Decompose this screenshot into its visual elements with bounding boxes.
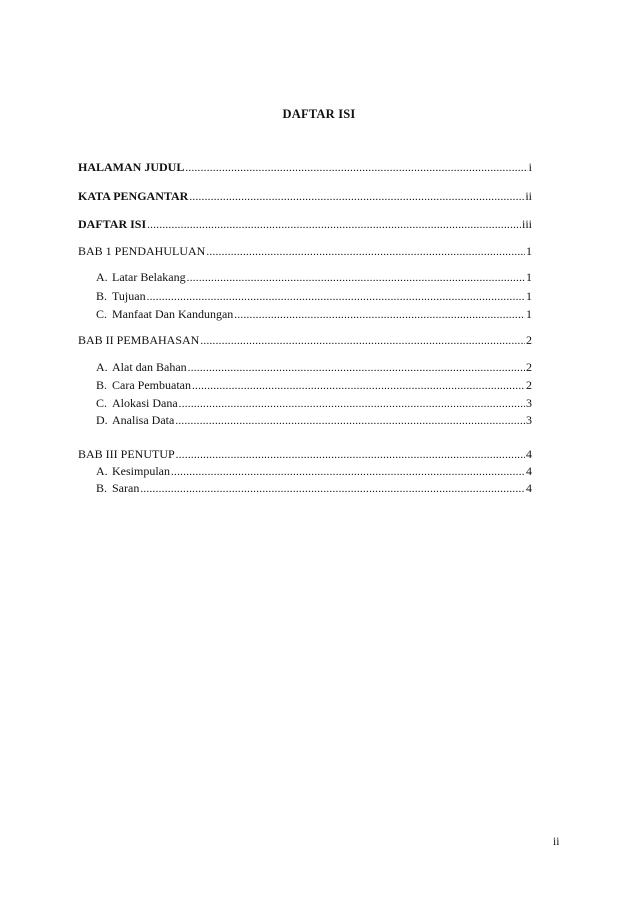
toc-chapter-bab-2[interactable] xyxy=(78,333,532,348)
toc-entry-halaman-judul[interactable] xyxy=(78,160,532,175)
toc-subentry-tujuan[interactable] xyxy=(96,289,532,304)
toc-entry-text: Tujuan xyxy=(112,289,146,303)
toc-entry-text: BAB II PEMBAHASAN xyxy=(78,333,200,347)
toc-page-number: ii xyxy=(525,189,532,203)
toc-entry-text: KATA PENGANTAR xyxy=(78,189,189,203)
toc-entry-text: Kesimpulan xyxy=(112,464,170,478)
toc-entry-text: Analisa Data xyxy=(112,413,175,427)
toc-page-number: 4 xyxy=(526,481,532,495)
toc-subentry-saran[interactable] xyxy=(96,481,532,496)
page-title: DAFTAR ISI xyxy=(282,107,356,121)
toc-page-number: 1 xyxy=(526,289,532,303)
toc-page-number: 1 xyxy=(526,270,532,284)
toc-entry-text: Manfaat Dan Kandungan xyxy=(112,307,234,321)
dot-leader xyxy=(200,334,525,348)
toc-item-letter: B. xyxy=(96,378,108,392)
toc-page-number: 4 xyxy=(526,447,532,461)
toc-subentry-manfaat-dan-kandungan[interactable] xyxy=(96,307,532,322)
toc-entry-text: Alokasi Dana xyxy=(112,396,178,410)
toc-subentry-cara-pembuatan[interactable] xyxy=(96,378,532,393)
toc-item-letter: D. xyxy=(96,413,108,427)
toc-entry-text: Alat dan Bahan xyxy=(112,360,187,374)
toc-item-letter: C. xyxy=(96,307,108,321)
toc-page-number: 3 xyxy=(526,396,532,410)
toc-entry-text: Latar Belakang xyxy=(112,270,186,284)
dot-leader xyxy=(188,361,525,375)
dot-leader xyxy=(187,271,525,285)
dot-leader xyxy=(171,465,525,479)
toc-entry-text: BAB 1 PENDAHULUAN xyxy=(78,244,206,258)
toc-page-number: 1 xyxy=(526,244,532,258)
toc-chapter-bab-1[interactable] xyxy=(78,244,532,259)
toc-entry-text: Saran xyxy=(112,481,140,495)
toc-entry-text: DAFTAR ISI xyxy=(78,217,147,231)
dot-leader xyxy=(234,308,525,322)
toc-page-number: 2 xyxy=(526,378,532,392)
dot-leader xyxy=(147,218,521,232)
toc-item-letter: A. xyxy=(96,360,108,374)
dot-leader xyxy=(185,161,527,175)
dot-leader xyxy=(179,397,525,411)
toc-page-number: 3 xyxy=(526,413,532,427)
dot-leader xyxy=(147,290,525,304)
toc-item-letter: C. xyxy=(96,396,108,410)
toc-page-number: 4 xyxy=(526,464,532,478)
toc-page-number: i xyxy=(528,160,532,174)
toc-subentry-kesimpulan[interactable] xyxy=(96,464,532,479)
dot-leader xyxy=(140,482,525,496)
toc-item-letter: A. xyxy=(96,270,108,284)
dot-leader xyxy=(192,379,525,393)
toc-subentry-latar-belakang[interactable] xyxy=(96,270,532,285)
toc-page-number: 2 xyxy=(526,360,532,374)
toc-subentry-analisa-data[interactable] xyxy=(96,413,532,428)
dot-leader xyxy=(206,245,525,259)
toc-subentry-alat-dan-bahan[interactable] xyxy=(96,360,532,375)
toc-item-letter: A. xyxy=(96,464,108,478)
toc-entry-text: Cara Pembuatan xyxy=(112,378,191,392)
toc-subentry-alokasi-dana[interactable] xyxy=(96,396,532,411)
toc-page-number: 1 xyxy=(526,307,532,321)
footer-page-number: ii xyxy=(553,836,560,848)
toc-entry-kata-pengantar[interactable] xyxy=(78,189,532,204)
toc-entry-daftar-isi[interactable] xyxy=(78,217,532,232)
dot-leader xyxy=(175,414,525,428)
toc-entry-text: BAB III PENUTUP xyxy=(78,447,175,461)
toc-page-number: 2 xyxy=(526,333,532,347)
dot-leader xyxy=(176,448,525,462)
toc-chapter-bab-3[interactable] xyxy=(78,447,532,462)
toc-entry-text: HALAMAN JUDUL xyxy=(78,160,185,174)
toc-item-letter: B. xyxy=(96,289,108,303)
toc-page-number: iii xyxy=(521,217,532,231)
dot-leader xyxy=(189,190,524,204)
toc-item-letter: B. xyxy=(96,481,108,495)
